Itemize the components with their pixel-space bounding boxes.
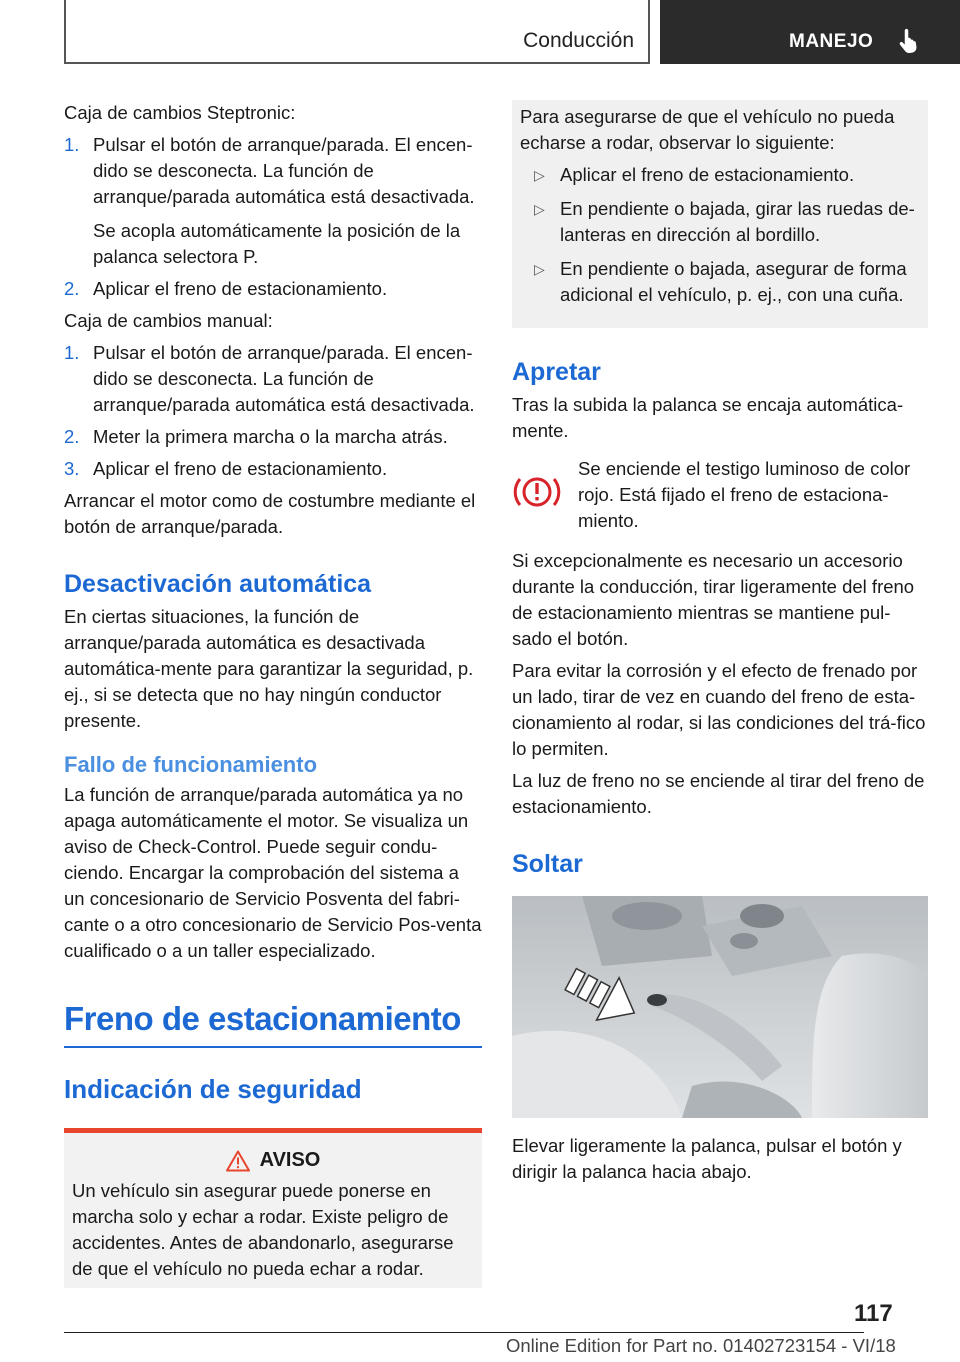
warning-title [72,1149,474,1172]
manual-steps [64,340,482,482]
warning-text: Un vehículo sin asegurar puede ponerse en marcha solo y echar a rodar. Existe peligro de accidentes. Antes de abandonarlo, asegurarse de que el vehículo no pueda echar a rodar. [72,1180,454,1279]
parking-brake-heading: Freno de estacionamiento [64,1000,482,1048]
triangle-bullet-icon: ▷ [534,261,545,277]
indicator-row [512,456,928,534]
safety-heading: Indicación de seguridad [64,1074,362,1104]
note-item-text: Aplicar el freno de estacionamiento. [560,164,855,185]
release-text: Elevar ligeramente la palanca, pulsar el botón y dirigir la palanca hacia abajo. [512,1135,902,1182]
step-subtext: Se acopla automáticamente la posición de la palanca selectora P. [93,220,461,267]
start-text: Arrancar el motor como de costumbre mediante el botón de arranque/parada. [64,490,476,537]
list-item [520,162,918,188]
step-text: Pulsar el botón de arranque/parada. El encen-dido se desconecta. La función de arranque/parada automática está desactivada. [93,134,475,207]
failure-text: La función de arranque/parada automática ya no apaga automáticamente el motor. Se visualiza un aviso de Check-Control. Puede seguir condu-ciendo. Encargar la comprobación del sistema a un concesionario de Servicio Posventa del fabri-cante o a otro concesionario de Servicio Pos-venta cualificado o a un taller especializado. [64,784,482,961]
header-section-tab [64,0,650,64]
chapter-title: MANEJO [789,31,874,52]
list-item [64,456,482,482]
hand-pointer-icon [896,26,924,54]
left-column [64,100,482,1288]
apply-heading: Apretar [512,358,601,386]
list-item [520,196,918,248]
warning-label: AVISO [259,1149,321,1171]
list-item [64,424,482,450]
section-title: Conducción [523,29,634,52]
list-item [64,340,482,418]
list-item [520,256,918,308]
note-box [512,100,928,328]
list-item [64,276,482,302]
step-number: 2. [64,426,80,447]
step-text: Pulsar el botón de arranque/parada. El encen-dido se desconecta. La función de arranque/parada automática está desactivada. [93,342,475,415]
failure-heading: Fallo de funcionamiento [64,752,318,777]
warning-box [64,1128,482,1288]
step-number: 2. [64,278,80,299]
triangle-bullet-icon: ▷ [534,167,545,183]
list-item [64,132,482,270]
note-list [520,162,918,308]
corrosion-text: Para evitar la corrosión y el efecto de frenado por un lado, tirar de vez en cuando del freno de esta-cionamiento al rodar, si las condiciones del trá-fico lo permiten. [512,660,926,759]
step-text: Aplicar el freno de estacionamiento. [93,458,388,479]
triangle-bullet-icon: ▷ [534,201,545,217]
parking-brake-lever-photo [512,896,928,1118]
header-chapter-tab [660,0,960,64]
steptronic-steps [64,132,482,302]
steptronic-intro: Caja de cambios Steptronic: [64,102,296,123]
apply-text: Tras la subida la palanca se encaja automática-mente. [512,394,904,441]
step-text: Meter la primera marcha o la marcha atrás. [93,426,448,447]
accessory-text: Si excepcionalmente es necesario un accesorio durante la conducción, tirar ligeramente del freno de estacionamiento mientras se mantiene pul-sado el botón. [512,550,915,649]
indicator-icon-wrap [512,456,578,534]
step-text: Aplicar el freno de estacionamiento. [93,278,388,299]
note-item-text: En pendiente o bajada, asegurar de forma adicional el vehículo, p. ej., con una cuña. [560,258,907,305]
note-item-text: En pendiente o bajada, girar las ruedas de-lanteras en dirección al bordillo. [560,198,915,245]
deactivation-heading: Desactivación automática [64,570,372,598]
step-number: 1. [64,342,80,363]
edition-text: Online Edition for Part no. 01402723154 - VI/18 [506,1335,896,1356]
release-heading: Soltar [512,850,583,878]
step-number: 1. [64,134,80,155]
deactivation-text: En ciertas situaciones, la función de arranque/parada automática es desactivada automática-mente para garantizar la seguridad, p. ej., si se detecta que no hay ningún conductor presente. [64,606,474,731]
page-number: 117 [854,1300,893,1327]
right-column [512,100,928,1191]
manual-intro: Caja de cambios manual: [64,310,273,331]
indicator-text: Se enciende el testigo luminoso de color rojo. Está fijado el freno de estaciona-miento. [578,458,911,531]
footer-divider [64,1332,864,1333]
step-number: 3. [64,458,80,479]
brake-warning-light-icon [512,474,562,510]
note-intro: Para asegurarse de que el vehículo no pueda echarse a rodar, observar lo siguiente: [520,106,895,153]
brakelight-text: La luz de freno no se enciende al tirar del freno de estacionamiento. [512,770,925,817]
warning-triangle-icon [226,1150,250,1172]
